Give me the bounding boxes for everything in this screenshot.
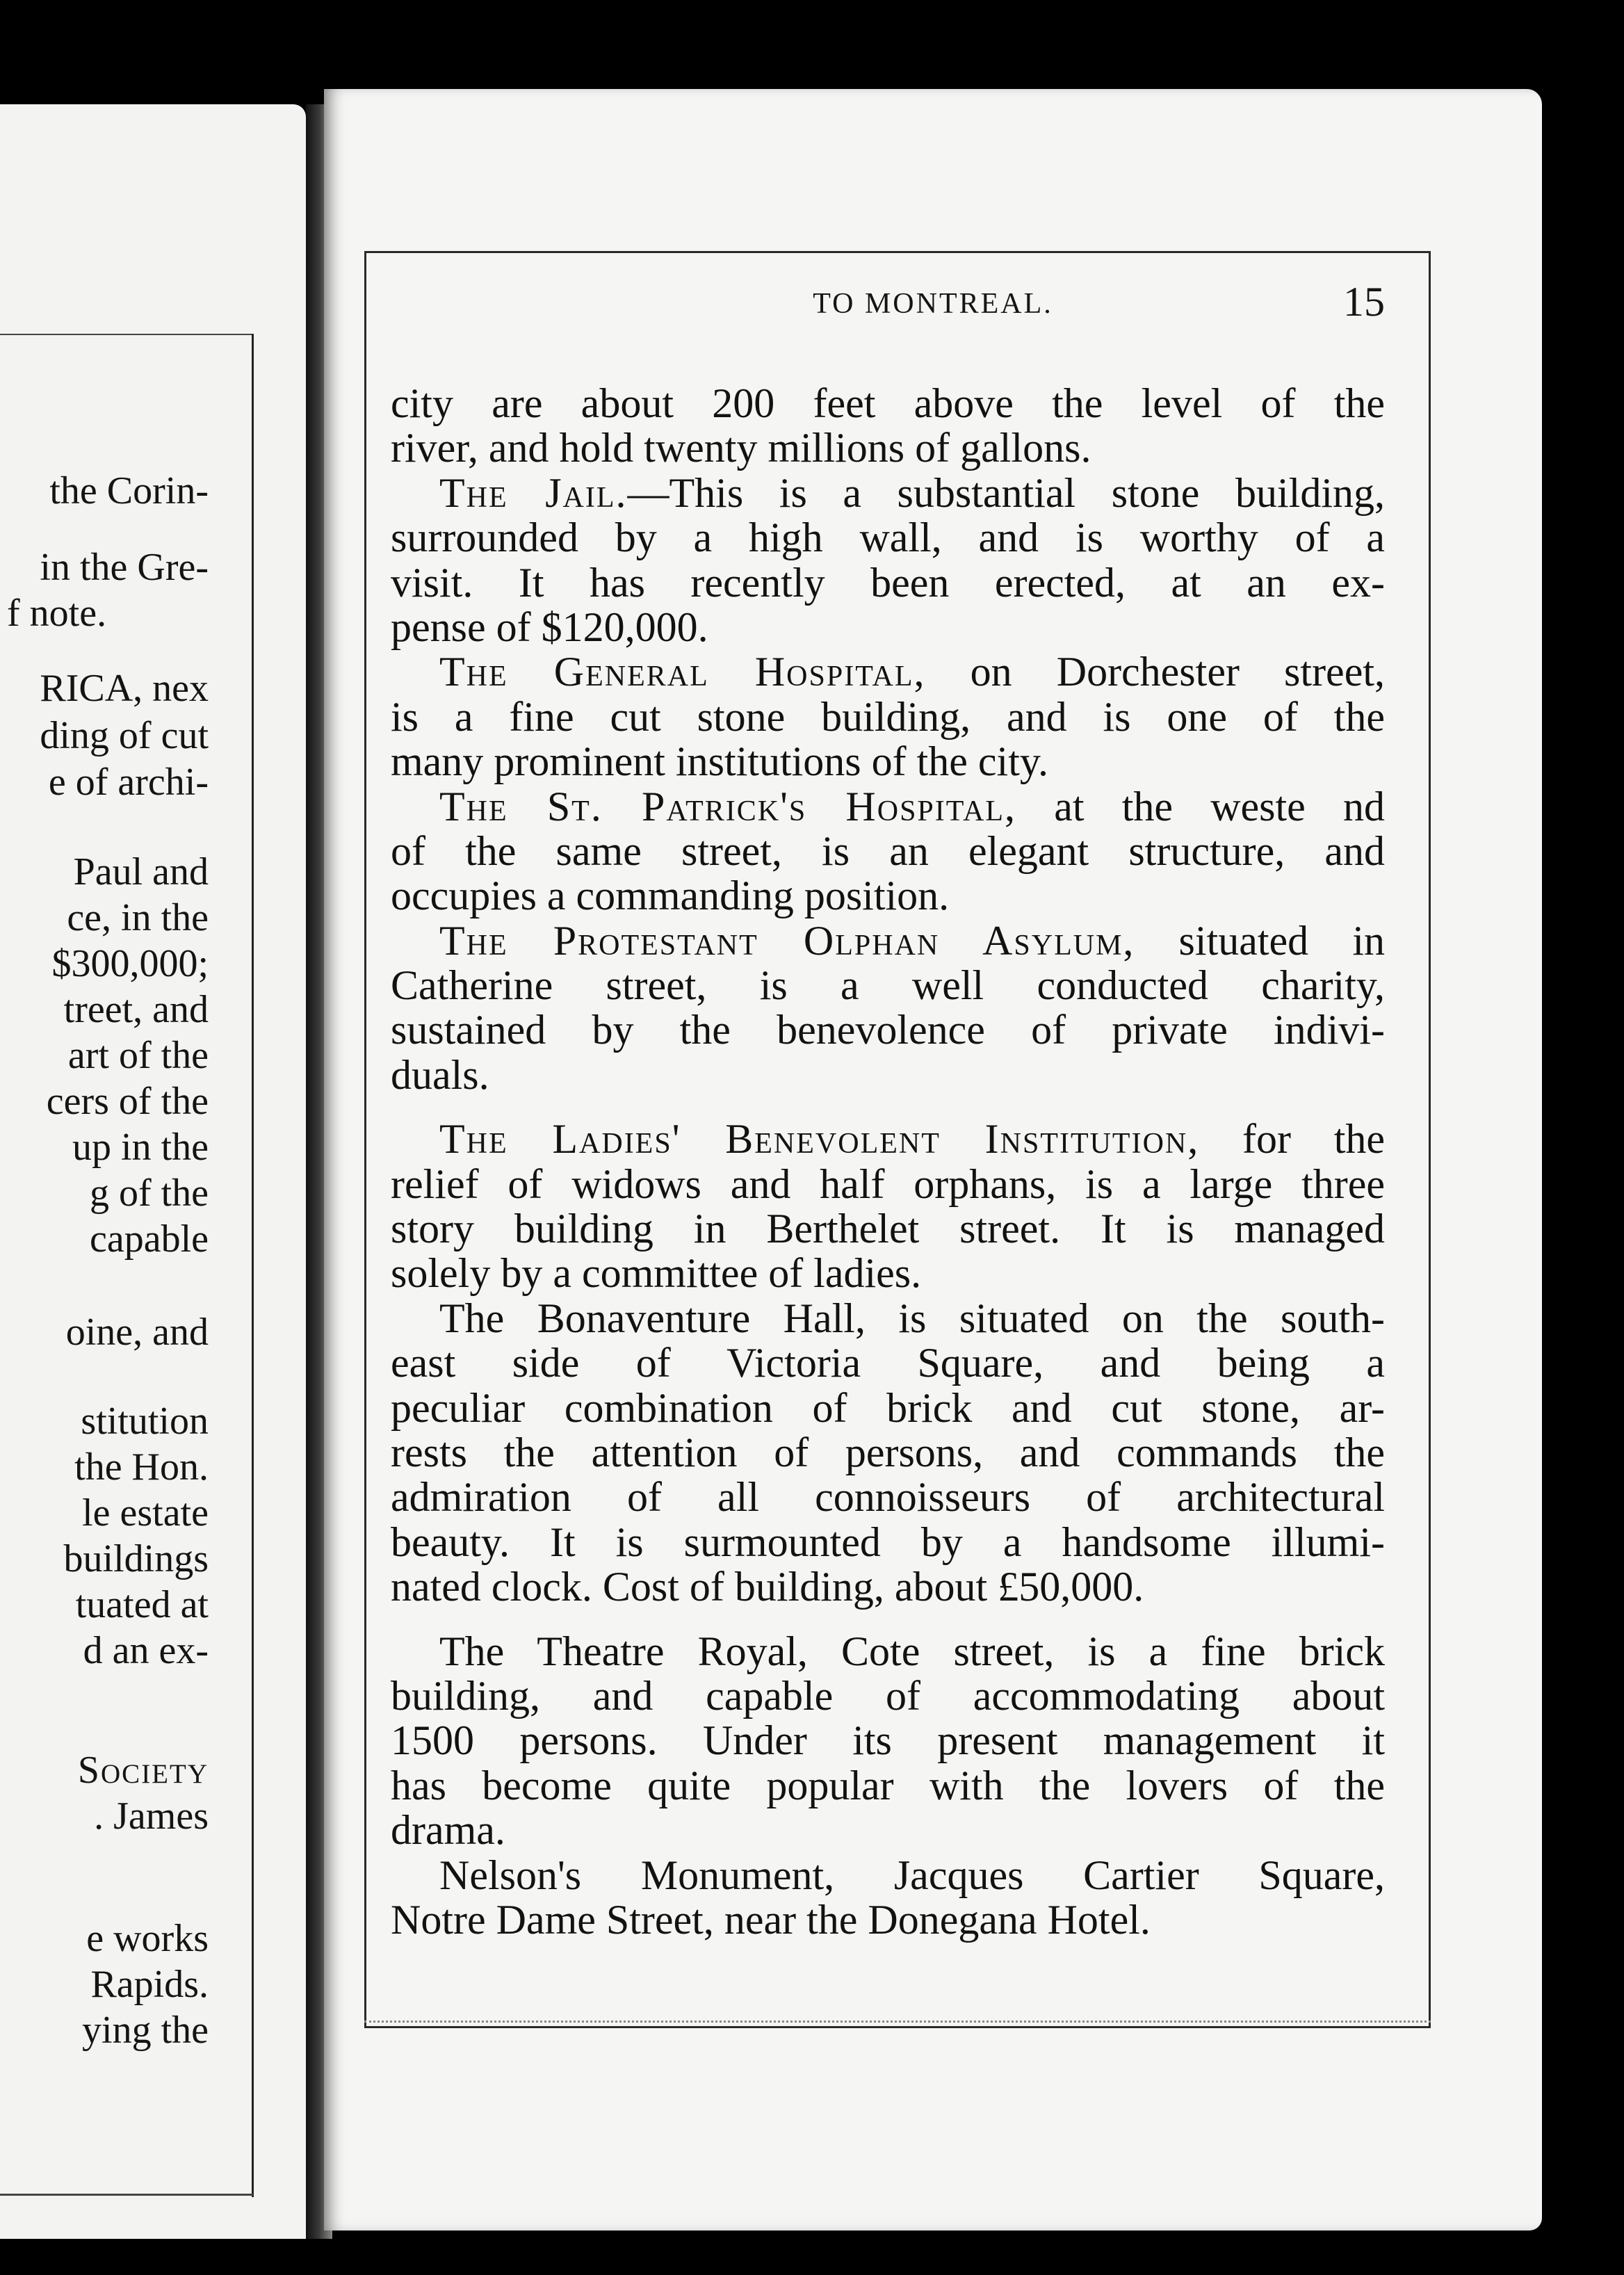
previous-page bbox=[0, 104, 306, 2239]
previous-page-line: stitution bbox=[81, 1400, 209, 1443]
previous-page-line: up in the bbox=[72, 1126, 209, 1169]
previous-page-line: ying the bbox=[82, 2009, 209, 2052]
previous-page-rule-right bbox=[252, 334, 254, 2197]
section-heading: The Ladies' Benevolent Institution, bbox=[439, 1116, 1200, 1163]
text-line: The Protestant Olphan Asylum, situated in bbox=[439, 917, 1385, 964]
page bbox=[324, 89, 1542, 2231]
text-line: of the same street, is an elegant structure, and bbox=[391, 827, 1385, 874]
text-line: many prominent institutions of the city. bbox=[391, 738, 1048, 785]
previous-page-line: Rapids. bbox=[90, 1963, 209, 2006]
page-border-dotted-rule bbox=[364, 2021, 1431, 2025]
section-heading: The General Hospital, bbox=[439, 649, 926, 695]
previous-page-line: capable bbox=[90, 1217, 209, 1261]
text-line: east side of Victoria Square, and being a bbox=[391, 1340, 1385, 1386]
text-line: The Ladies' Benevolent Institution, for the bbox=[439, 1116, 1385, 1163]
text-line: visit. It has recently been erected, at an ex- bbox=[391, 559, 1385, 606]
text-line: The Jail.—This is a substantial stone building, bbox=[439, 469, 1385, 516]
text-line: The General Hospital, on Dorchester street, bbox=[439, 649, 1385, 695]
previous-page-line: treet, and bbox=[63, 988, 209, 1031]
previous-page-line: Paul and bbox=[73, 850, 209, 893]
previous-page-rule-bottom bbox=[0, 2194, 253, 2196]
section-heading: The Jail. bbox=[439, 469, 628, 516]
previous-page-rule-top bbox=[0, 334, 253, 335]
text-line: Catherine street, is a well conducted charity, bbox=[391, 962, 1385, 1009]
previous-page-line: RICA, nex bbox=[40, 667, 209, 710]
previous-page-line: the Hon. bbox=[74, 1446, 209, 1489]
previous-page-line: le estate bbox=[82, 1491, 209, 1535]
previous-page-line: oine, and bbox=[65, 1311, 209, 1354]
previous-page-line: d an ex- bbox=[83, 1629, 209, 1672]
previous-page-line: tuated at bbox=[75, 1583, 209, 1626]
previous-page-line: . James bbox=[94, 1795, 209, 1838]
previous-page-line: in the Gre- bbox=[40, 546, 209, 589]
text-line: pense of $120,000. bbox=[391, 604, 708, 650]
text-line: river, and hold twenty millions of gallons. bbox=[391, 425, 1091, 471]
previous-page-line: cers of the bbox=[46, 1080, 209, 1123]
text-line: duals. bbox=[391, 1051, 489, 1098]
running-head: TO MONTREAL. bbox=[813, 288, 1053, 320]
text-line: The Bonaventure Hall, is situated on the south- bbox=[439, 1295, 1385, 1341]
text-line: city are about 200 feet above the level of the bbox=[391, 380, 1385, 426]
text-line: is a fine cut stone building, and is one of the bbox=[391, 693, 1385, 740]
previous-page-line: ce, in the bbox=[67, 896, 209, 939]
text-line: Nelson's Monument, Jacques Cartier Square, bbox=[439, 1852, 1385, 1898]
text-line: beauty. It is surmounted by a handsome illumi- bbox=[391, 1519, 1385, 1565]
text-line: 1500 persons. Under its present management it bbox=[391, 1717, 1385, 1764]
text-line: Notre Dame Street, near the Donegana Hotel. bbox=[391, 1896, 1151, 1943]
page-number: 15 bbox=[1343, 279, 1385, 325]
previous-page-line: the Corin- bbox=[49, 469, 209, 512]
text-line: nated clock. Cost of building, about £50,000. bbox=[391, 1564, 1144, 1610]
section-heading: The St. Patrick's Hospital, bbox=[439, 783, 1017, 829]
text-line: surrounded by a high wall, and is worthy of a bbox=[391, 515, 1385, 561]
previous-page-line: Society bbox=[77, 1749, 209, 1792]
text-line: drama. bbox=[391, 1807, 505, 1854]
text-line: rests the attention of persons, and commands the bbox=[391, 1429, 1385, 1475]
text-line: admiration of all connoisseurs of architectural bbox=[391, 1474, 1385, 1521]
text-line: occupies a commanding position. bbox=[391, 873, 950, 919]
page-body bbox=[391, 381, 1385, 1942]
previous-page-line: ding of cut bbox=[40, 714, 209, 757]
text-line: building, and capable of accommodating about bbox=[391, 1672, 1385, 1719]
text-line: relief of widows and half orphans, is a large three bbox=[391, 1160, 1385, 1207]
text-line: peculiar combination of brick and cut stone, ar- bbox=[391, 1384, 1385, 1431]
previous-page-line: e of archi- bbox=[48, 761, 209, 804]
paragraph-gap bbox=[391, 1097, 1385, 1117]
section-heading: The Protestant Olphan Asylum, bbox=[439, 917, 1135, 964]
text-line: solely by a committee of ladies. bbox=[391, 1250, 922, 1297]
text-line: The Theatre Royal, Cote street, is a fine brick bbox=[439, 1628, 1385, 1674]
paragraph-gap bbox=[391, 1610, 1385, 1629]
text-line: has become quite popular with the lovers of the bbox=[391, 1762, 1385, 1808]
previous-page-line: f note. bbox=[7, 592, 107, 635]
text-line: The St. Patrick's Hospital, at the weste nd bbox=[439, 783, 1385, 829]
text-line: story building in Berthelet street. It is managed bbox=[391, 1206, 1385, 1252]
previous-page-line: art of the bbox=[67, 1034, 209, 1077]
previous-page-line: g of the bbox=[89, 1172, 209, 1215]
text-line: sustained by the benevolence of private indivi- bbox=[391, 1007, 1385, 1053]
previous-page-line: e works bbox=[86, 1917, 209, 1960]
previous-page-line: $300,000; bbox=[51, 942, 209, 985]
previous-page-line: buildings bbox=[63, 1537, 209, 1580]
